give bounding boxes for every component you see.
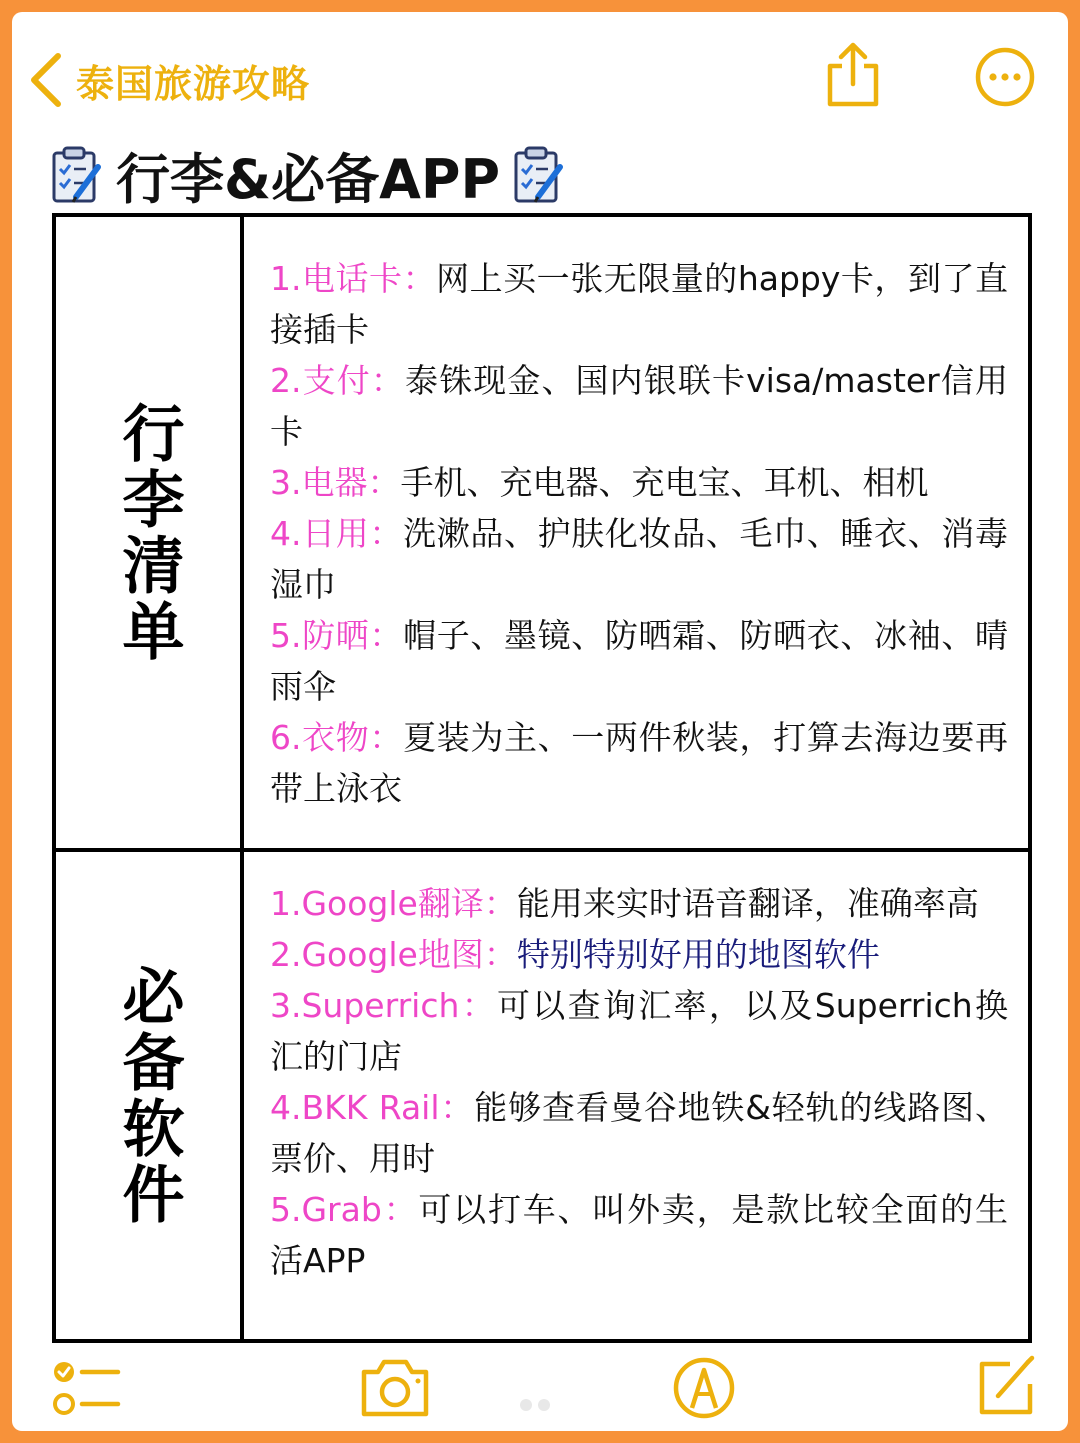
chevron-left-icon: [26, 50, 66, 110]
row-content-cell: [270, 253, 1008, 814]
back-button[interactable]: [26, 50, 310, 110]
item-key: 2.Google地图：: [270, 935, 517, 974]
list-item: [270, 878, 1008, 929]
checklist-icon[interactable]: [52, 1358, 122, 1418]
row-label: 行李清单: [112, 400, 185, 665]
item-text: 夏装为主、一两件秋装，打算去海边要再带上泳衣: [270, 718, 1008, 808]
list-item: [270, 457, 1008, 508]
checklist-table: [52, 213, 1032, 1343]
row-content-cell: [270, 878, 1008, 1286]
list-item: [270, 929, 1008, 980]
page-dot: [538, 1399, 550, 1411]
item-text: 能用来实时语音翻译，准确率高: [516, 884, 979, 923]
item-text: 能够查看曼谷地铁&轻轨的线路图、票价、用时: [270, 1088, 1008, 1178]
list-item: [270, 253, 1008, 355]
back-label: 泰国旅游攻略: [76, 61, 311, 106]
item-text: 泰铢现金、国内银联卡visa/master信用卡: [270, 361, 1008, 451]
page-dot: [520, 1399, 532, 1411]
item-key: 4.BKK Rail：: [270, 1088, 475, 1127]
item-text: 特别特别好用的地图软件: [516, 935, 880, 974]
list-item: [270, 508, 1008, 610]
list-item: [270, 712, 1008, 814]
item-key: 4.日用：: [270, 514, 404, 553]
page-indicator: [520, 1399, 550, 1411]
item-text: 可以打车、叫外卖，是款比较全面的生活APP: [270, 1190, 1008, 1280]
markup-pen-icon[interactable]: [672, 1356, 736, 1420]
compose-icon[interactable]: [974, 1354, 1038, 1418]
item-key: 1.电话卡：: [270, 259, 437, 298]
table-row-apps: [56, 852, 1028, 1339]
list-item: [270, 355, 1008, 457]
item-key: 5.防晒：: [270, 616, 404, 655]
item-key: 3.Superrich：: [270, 986, 497, 1025]
item-text: 洗漱品、护肤化妆品、毛巾、睡衣、消毒湿巾: [270, 514, 1008, 604]
page-heading: [50, 134, 564, 216]
item-text: 手机、充电器、充电宝、耳机、相机: [400, 463, 929, 502]
item-key: 1.Google翻译：: [270, 884, 517, 923]
list-item: [270, 610, 1008, 712]
item-key: 6.衣物：: [270, 718, 404, 757]
item-text: 网上买一张无限量的happy卡，到了直接插卡: [270, 259, 1008, 349]
share-icon[interactable]: [824, 40, 882, 110]
item-key: 2.支付：: [270, 361, 405, 400]
notes-page: [12, 12, 1068, 1431]
page-title: 行李&必备APP: [116, 147, 501, 211]
item-text: 可以查询汇率，以及Superrich换汇的门店: [270, 986, 1008, 1076]
nav-bar: [12, 12, 1068, 132]
row-label: 必备软件: [112, 963, 185, 1228]
table-row-luggage: [56, 217, 1028, 852]
clipboard-icon: [50, 145, 102, 205]
more-icon[interactable]: [974, 46, 1036, 108]
row-label-cell: [56, 217, 244, 848]
row-label-cell: [56, 852, 244, 1339]
list-item: [270, 1184, 1008, 1286]
list-item: [270, 980, 1008, 1082]
camera-icon[interactable]: [358, 1356, 432, 1418]
item-text: 帽子、墨镜、防晒霜、防晒衣、冰袖、晴雨伞: [270, 616, 1008, 706]
list-item: [270, 1082, 1008, 1184]
item-key: 5.Grab：: [270, 1190, 419, 1229]
clipboard-icon: [512, 145, 564, 205]
item-key: 3.电器：: [270, 463, 401, 502]
